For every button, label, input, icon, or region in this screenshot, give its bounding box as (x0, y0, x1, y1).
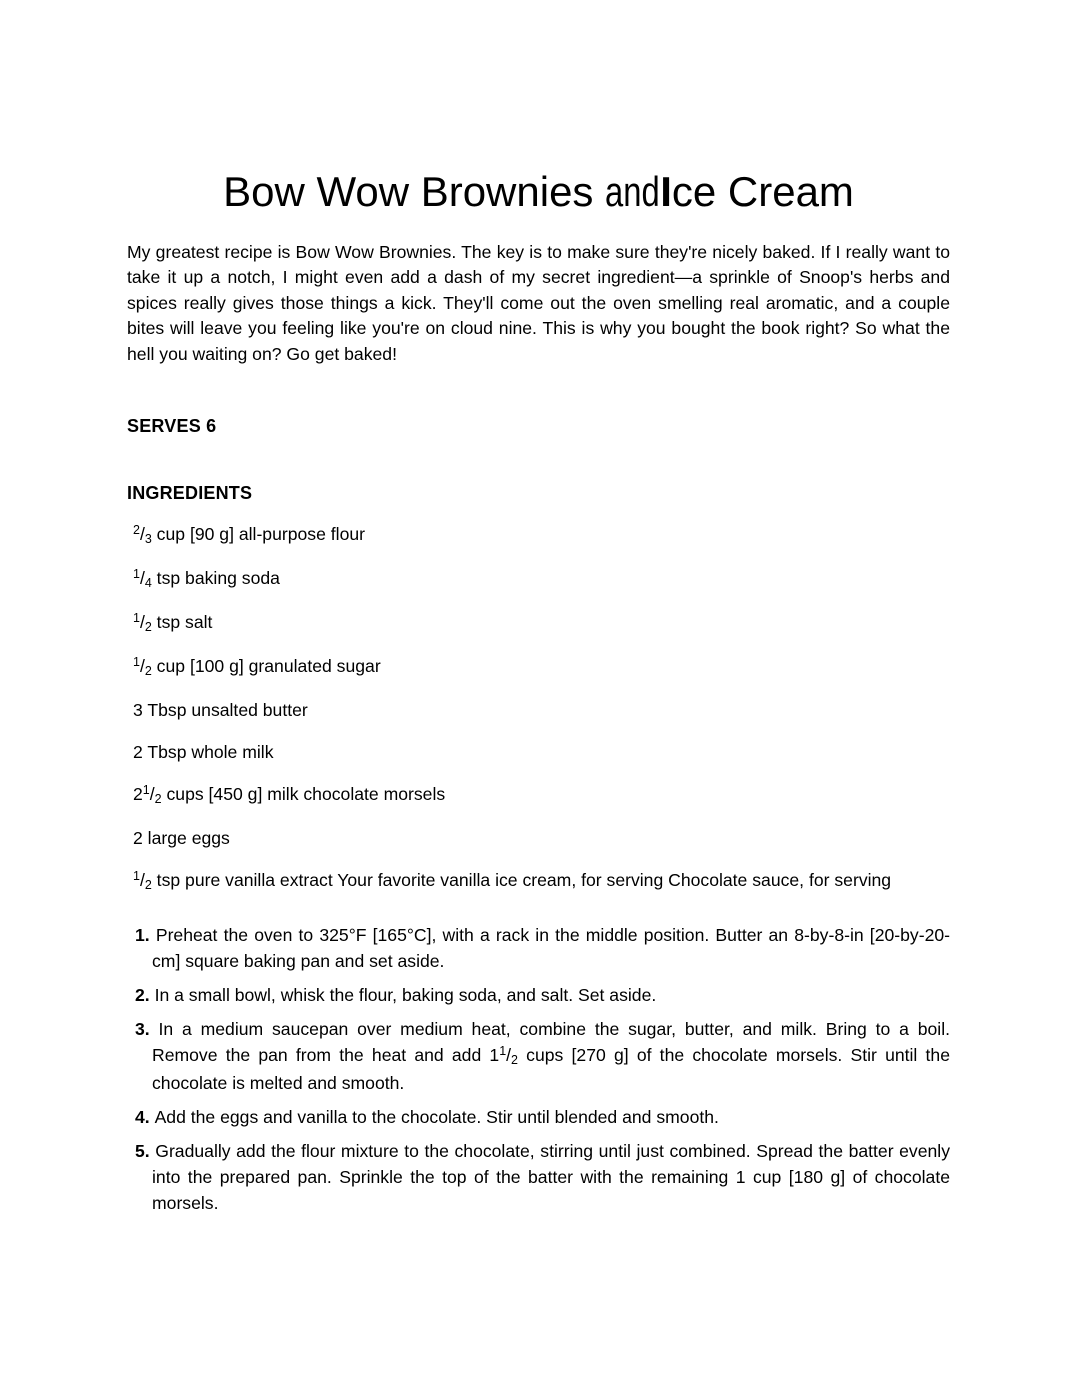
step-item (135, 922, 950, 974)
ingredients-list (133, 521, 950, 896)
serves-heading: SERVES 6 (127, 416, 217, 437)
step-text: cups [270 g] of the chocolate morsels. Stir until the chocolate is melted and smooth. (152, 1045, 950, 1094)
step-text: Add the eggs and vanilla to the chocolate. Stir until blended and smooth. (154, 1107, 719, 1128)
step-item (135, 982, 950, 1008)
title-part-and: and (605, 168, 660, 215)
step-number: 5. (135, 1141, 156, 1162)
ingredient-text: tsp pure vanilla extract Your favorite vanilla ice cream, for serving Chocolate sauce, for serving (151, 870, 892, 891)
ingredient-text: tsp salt (151, 612, 213, 633)
title-part-rest: ce Cream (671, 168, 854, 215)
fraction: $^1$/2 (142, 783, 162, 806)
ingredient-item (133, 781, 950, 810)
fraction: $^1$/4 (133, 567, 152, 590)
ingredient-quantity: 2 (133, 784, 143, 805)
fraction: $^1$/2 (133, 655, 152, 678)
ingredient-text: cups [450 g] milk chocolate morsels (161, 784, 446, 805)
step-text: Preheat the oven to 325°F [165°C], with a rack in the middle position. Butter an 8-by-8-in [20-by-20-cm] square baking pan and set aside. (152, 925, 950, 972)
ingredient-item (133, 739, 950, 766)
step-text: In a small bowl, whisk the flour, baking soda, and salt. Set aside. (154, 985, 657, 1006)
ingredient-item (133, 521, 950, 550)
ingredient-text: cup [90 g] all-purpose flour (151, 524, 366, 545)
ingredient-quantity: 3 (133, 700, 143, 721)
ingredient-quantity: 2 (133, 742, 143, 763)
step-number: 3. (135, 1019, 159, 1040)
ingredient-text: tsp baking soda (151, 568, 280, 589)
page-title (127, 168, 950, 216)
fraction: $^1$/2 (133, 869, 152, 892)
ingredient-text: large eggs (142, 828, 230, 849)
ingredient-item (133, 867, 950, 896)
step-item (135, 1016, 950, 1096)
ingredient-item (133, 825, 950, 852)
ingredients-heading: INGREDIENTS (127, 483, 253, 504)
step-item (135, 1138, 950, 1216)
intro-paragraph: My greatest recipe is Bow Wow Brownies. The key is to make sure they're nicely baked. If I really want to take it up a notch, I might even add a dash of my secret ingredient—a sprinkle of Snoop's herbs and spices really gives those things a kick. They'll come out the oven smelling real aromatic, and a couple bites will leave you feeling like you're on cloud nine. This is why you bought the book right? So what the hell you waiting on? Go get baked! (127, 242, 950, 364)
step-text: Gradually add the flour mixture to the chocolate, stirring until just combined. Spread the batter evenly into the prepared pan. Sprinkle the top of the batter with the remaining 1 cup [180 g] of chocolate morsels. (152, 1141, 951, 1214)
title-part-initial: I (660, 168, 672, 215)
fraction: $^1$/2 (133, 611, 152, 634)
steps-list (135, 922, 950, 1216)
step-number: 2. (135, 985, 155, 1006)
step-item (135, 1104, 950, 1130)
step-number: 1. (135, 925, 156, 946)
ingredient-text: Tbsp unsalted butter (142, 700, 308, 721)
ingredient-quantity: 2 (133, 828, 143, 849)
step-text: In a medium saucepan over medium heat, combine the sugar, butter, and milk. Bring to a boil. Remove the pan from the heat and add 1 (152, 1019, 950, 1066)
fraction: $^2$/3 (133, 523, 152, 546)
ingredient-item (133, 653, 950, 682)
ingredient-item (133, 697, 950, 724)
ingredient-text: cup [100 g] granulated sugar (151, 656, 381, 677)
ingredient-text: Tbsp whole milk (142, 742, 274, 763)
ingredient-item (133, 609, 950, 638)
ingredient-item (133, 565, 950, 594)
step-number: 4. (135, 1107, 155, 1128)
title-part-main: Bow Wow Brownies (223, 168, 606, 215)
fraction: $^1$/2 (499, 1044, 518, 1067)
